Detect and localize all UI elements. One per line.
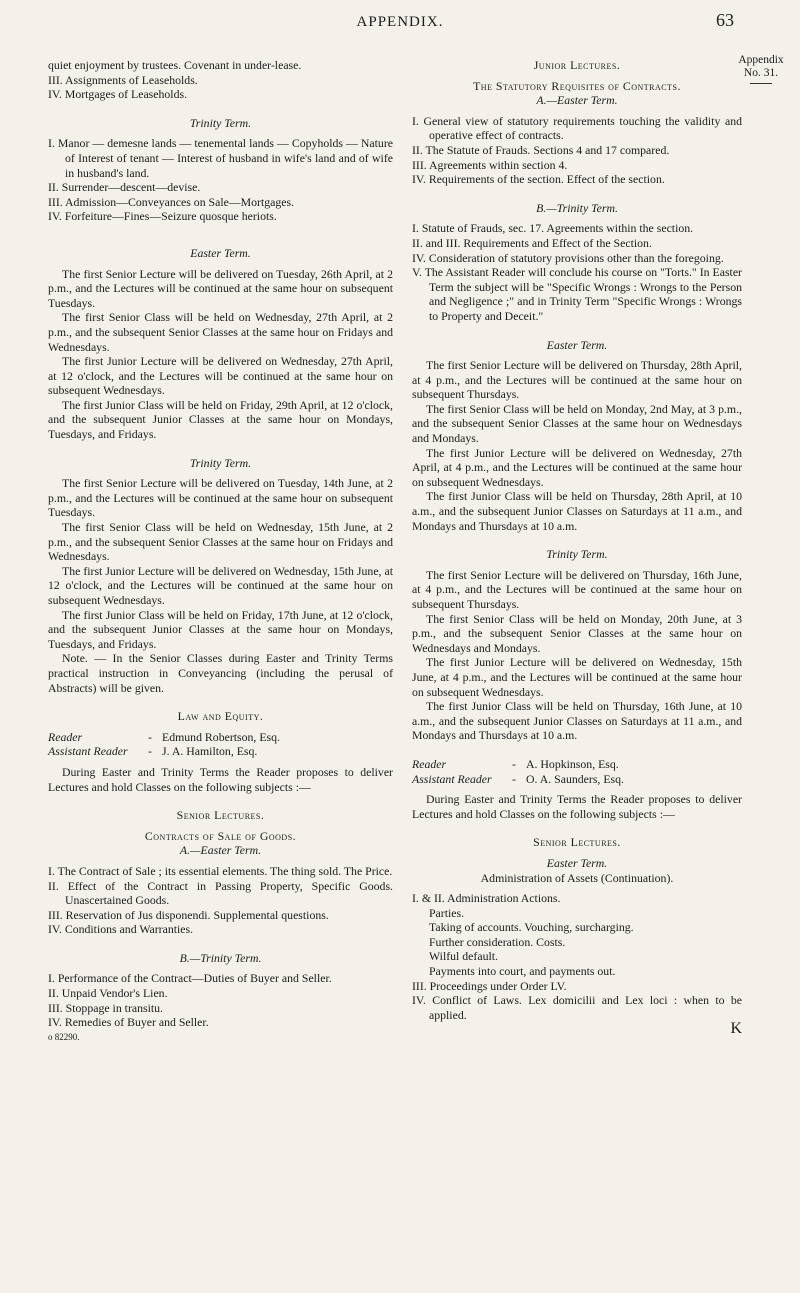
intro-line: III. Assignments of Leaseholds. [48, 72, 198, 87]
term-heading: B.—Trinity Term. [536, 200, 618, 215]
section-heading: Trinity Term. [189, 115, 252, 130]
list-item: IV. Conflict of Laws. Lex domicilii and Lex loci : when to be applied. [412, 993, 742, 1022]
staff-role: Assistant Reader [412, 771, 492, 786]
staff-dash: - [512, 756, 516, 771]
paragraph: The first Junior Class will be held on Thursday, 16th June, at 10 a.m., and the subsequent Junior Classes on Saturdays at 11 a.m., and Mondays and Thursdays at 10 a.m. [412, 699, 742, 743]
sub-item: Wilful default. [429, 949, 498, 964]
paragraph: The first Senior Class will be held on Wednesday, 15th June, at 2 p.m., and the subsequent Senior Classes at the same hour on Fridays and Wednesdays. [48, 520, 393, 564]
staff-dash: - [512, 771, 516, 786]
section-heading: Senior Lectures. [533, 835, 621, 850]
paragraph: The first Senior Class will be held on Wednesday, 27th April, at 2 p.m., and the subsequent Senior Classes at the same hour on Fridays and Wednesdays. [48, 310, 393, 354]
list-item: II. Surrender—descent—devise. [48, 180, 201, 195]
running-head: APPENDIX. [356, 14, 444, 30]
list-item: II. Effect of the Contract in Passing Property, Specific Goods. Unascertained Goods. [48, 878, 393, 908]
paragraph: The first Junior Class will be held on Thursday, 28th April, at 10 a.m., and the subsequent Junior Classes on Saturdays at 11 a.m., and Mondays and Thursdays at 10 a.m. [412, 489, 742, 533]
list-item: I. Manor — demesne lands — tenemental lands — Copyholds — Nature of Interest of tenant — Interest of husband in wife's land and of wife in husband's land. [48, 136, 393, 180]
term-heading: Easter Term. [546, 855, 608, 870]
print-code: o 82290. [48, 1031, 80, 1042]
list-item: III. Proceedings under Order LV. [412, 978, 567, 993]
right-column [412, 58, 742, 1037]
sub-item: Payments into court, and payments out. [429, 964, 616, 979]
list-item: I. General view of statutory requirements touching the validity and operative effect of contracts. [412, 113, 742, 143]
staff-dash: - [148, 729, 152, 744]
list-item: I. Statute of Frauds, sec. 17. Agreements within the section. [412, 221, 694, 236]
paragraph: The first Junior Class will be held on Friday, 17th June, at 12 o'clock, and the subsequent Junior Classes at the same hour on Mondays, Tuesdays, and Fridays. [48, 607, 393, 651]
margin-note-text: Appendix No. 31. [738, 54, 784, 79]
margin-rule [750, 83, 772, 84]
page-number: 63 [716, 10, 734, 30]
margin-note [736, 54, 786, 84]
list-item: III. Admission—Conveyances on Sale—Mortgages. [48, 194, 295, 209]
list-item: IV. Forfeiture—Fines—Seizure quosque heriots. [48, 209, 277, 224]
list-item: I. & II. Administration Actions. [412, 891, 561, 906]
sub-item: Further consideration. Costs. [429, 934, 566, 949]
staff-name: J. A. Hamilton, Esq. [162, 744, 258, 759]
term-heading: B.—Trinity Term. [179, 950, 262, 965]
list-item: I. The Contract of Sale ; its essential elements. The thing sold. The Price. [48, 863, 393, 878]
reader-row [48, 730, 393, 745]
paragraph: The first Junior Lecture will be delivered on Wednesday, 27th April, at 4 p.m., and the Lectures will be continued at the same hour on subsequent Wednesdays. [412, 445, 742, 489]
sub-item: Parties. [429, 905, 465, 920]
section-heading: Senior Lectures. [176, 808, 265, 823]
paragraph: The first Junior Lecture will be delivered on Wednesday, 27th April, at 12 o'clock, and the Lectures will be continued at the same hour on subsequent Wednesdays. [48, 354, 393, 398]
paragraph: The first Senior Lecture will be delivered on Tuesday, 14th June, at 2 p.m., and the Lectures will be continued at the same hour on subsequent Tuesdays. [48, 476, 393, 520]
section-heading: Junior Lectures. [533, 58, 621, 72]
list-item: I. Performance of the Contract—Duties of Buyer and Seller. [48, 971, 332, 986]
staff-role: Assistant Reader [48, 744, 128, 759]
paragraph: During Easter and Trinity Terms the Reader proposes to deliver Lectures and hold Classes on the following subjects :— [412, 792, 742, 821]
paragraph: The first Junior Lecture will be delivered on Wednesday, 15th June, at 12 o'clock, and the Lectures will be continued at the same hour on subsequent Wednesdays. [48, 563, 393, 607]
list-item: IV. Remedies of Buyer and Seller. [48, 1015, 209, 1030]
note-paragraph: Note. — In the Senior Classes during Easter and Trinity Terms practical instruction in Conveyancing (including the perusal of Abstracts) will be given. [48, 651, 393, 695]
subsection-heading: The Statutory Requisites of Contracts. [473, 78, 681, 93]
list-item: II. Unpaid Vendor's Lien. [48, 986, 168, 1001]
subject-heading: Administration of Assets (Continuation). [480, 870, 674, 885]
paragraph: The first Senior Lecture will be delivered on Tuesday, 26th April, at 2 p.m., and the Lectures will be continued at the same hour on subsequent Tuesdays. [48, 266, 393, 310]
list-item: IV. Requirements of the section. Effect of the section. [412, 172, 665, 187]
staff-role: Reader [412, 756, 447, 771]
list-item: IV. Conditions and Warranties. [48, 922, 194, 937]
staff-name: Edmund Robertson, Esq. [162, 729, 280, 744]
subsection-heading: Contracts of Sale of Goods. [144, 828, 297, 843]
staff-name: O. A. Saunders, Esq. [526, 771, 624, 786]
list-item: V. The Assistant Reader will conclude his course on "Torts." In Easter Term the subject will be "Specific Wrongs : Wrongs to the Person and Negligence ;" and in Trinity Term "Specific Wrongs : Wrongs to Property and Deceit." [412, 265, 742, 323]
paragraph: The first Senior Class will be held on Monday, 2nd May, at 3 p.m., and the subsequent Senior Classes at the same hour on Wednesdays and Mondays. [412, 401, 742, 446]
staff-role: Reader [48, 729, 83, 744]
section-heading: Law and Equity. [177, 709, 264, 724]
paragraph: The first Junior Class will be held on Friday, 29th April, at 12 o'clock, and the subsequent Junior Classes at the same hour on Mondays, Tuesdays, and Fridays. [48, 397, 393, 442]
section-heading: Trinity Term. [189, 455, 252, 470]
paragraph: The first Junior Lecture will be delivered on Wednesday, 15th June, at 4 p.m., and the Lectures will be continued at the same hour on subsequent Wednesdays. [412, 655, 742, 699]
staff-name: A. Hopkinson, Esq. [526, 756, 619, 771]
assistant-reader-row [48, 744, 393, 759]
intro-line: IV. Mortgages of Leaseholds. [48, 87, 188, 102]
left-column [48, 58, 393, 1044]
paragraph: The first Senior Lecture will be delivered on Thursday, 28th April, at 4 p.m., and the Lectures will be continued at the same hour on subsequent Thursdays. [412, 358, 742, 402]
assistant-reader-row [412, 772, 742, 787]
sub-item: Taking of accounts. Vouching, surcharging. [429, 920, 634, 935]
list-item: II. and III. Requirements and Effect of the Section. [412, 235, 652, 250]
term-heading: A.—Easter Term. [536, 93, 618, 108]
paragraph: The first Senior Lecture will be delivered on Thursday, 16th June, at 4 p.m., and the Lectures will be continued at the same hour on subsequent Thursdays. [412, 567, 742, 611]
intro-line: quiet enjoyment by trustees. Covenant in under-lease. [48, 58, 302, 72]
section-heading: Easter Term. [190, 245, 251, 260]
paragraph: The first Senior Class will be held on Monday, 20th June, at 3 p.m., and the subsequent Senior Classes at the same hour on Wednesdays and Mondays. [412, 611, 742, 655]
reader-row [412, 757, 742, 772]
term-heading: A.—Easter Term. [179, 843, 262, 858]
list-item: II. The Statute of Frauds. Sections 4 and 17 compared. [412, 142, 670, 157]
signature-mark: K [730, 1020, 742, 1038]
section-heading: Trinity Term. [546, 547, 608, 562]
list-item: III. Agreements within section 4. [412, 157, 568, 172]
list-item: III. Reservation of Jus disponendi. Supplemental questions. [48, 907, 329, 922]
list-item: III. Stoppage in transitu. [48, 1000, 163, 1015]
staff-dash: - [148, 744, 152, 759]
list-item: IV. Consideration of statutory provisions other than the foregoing. [412, 250, 724, 265]
paragraph: During Easter and Trinity Terms the Reader proposes to deliver Lectures and hold Classes on the following subjects :— [48, 764, 393, 794]
section-heading: Easter Term. [546, 337, 608, 352]
